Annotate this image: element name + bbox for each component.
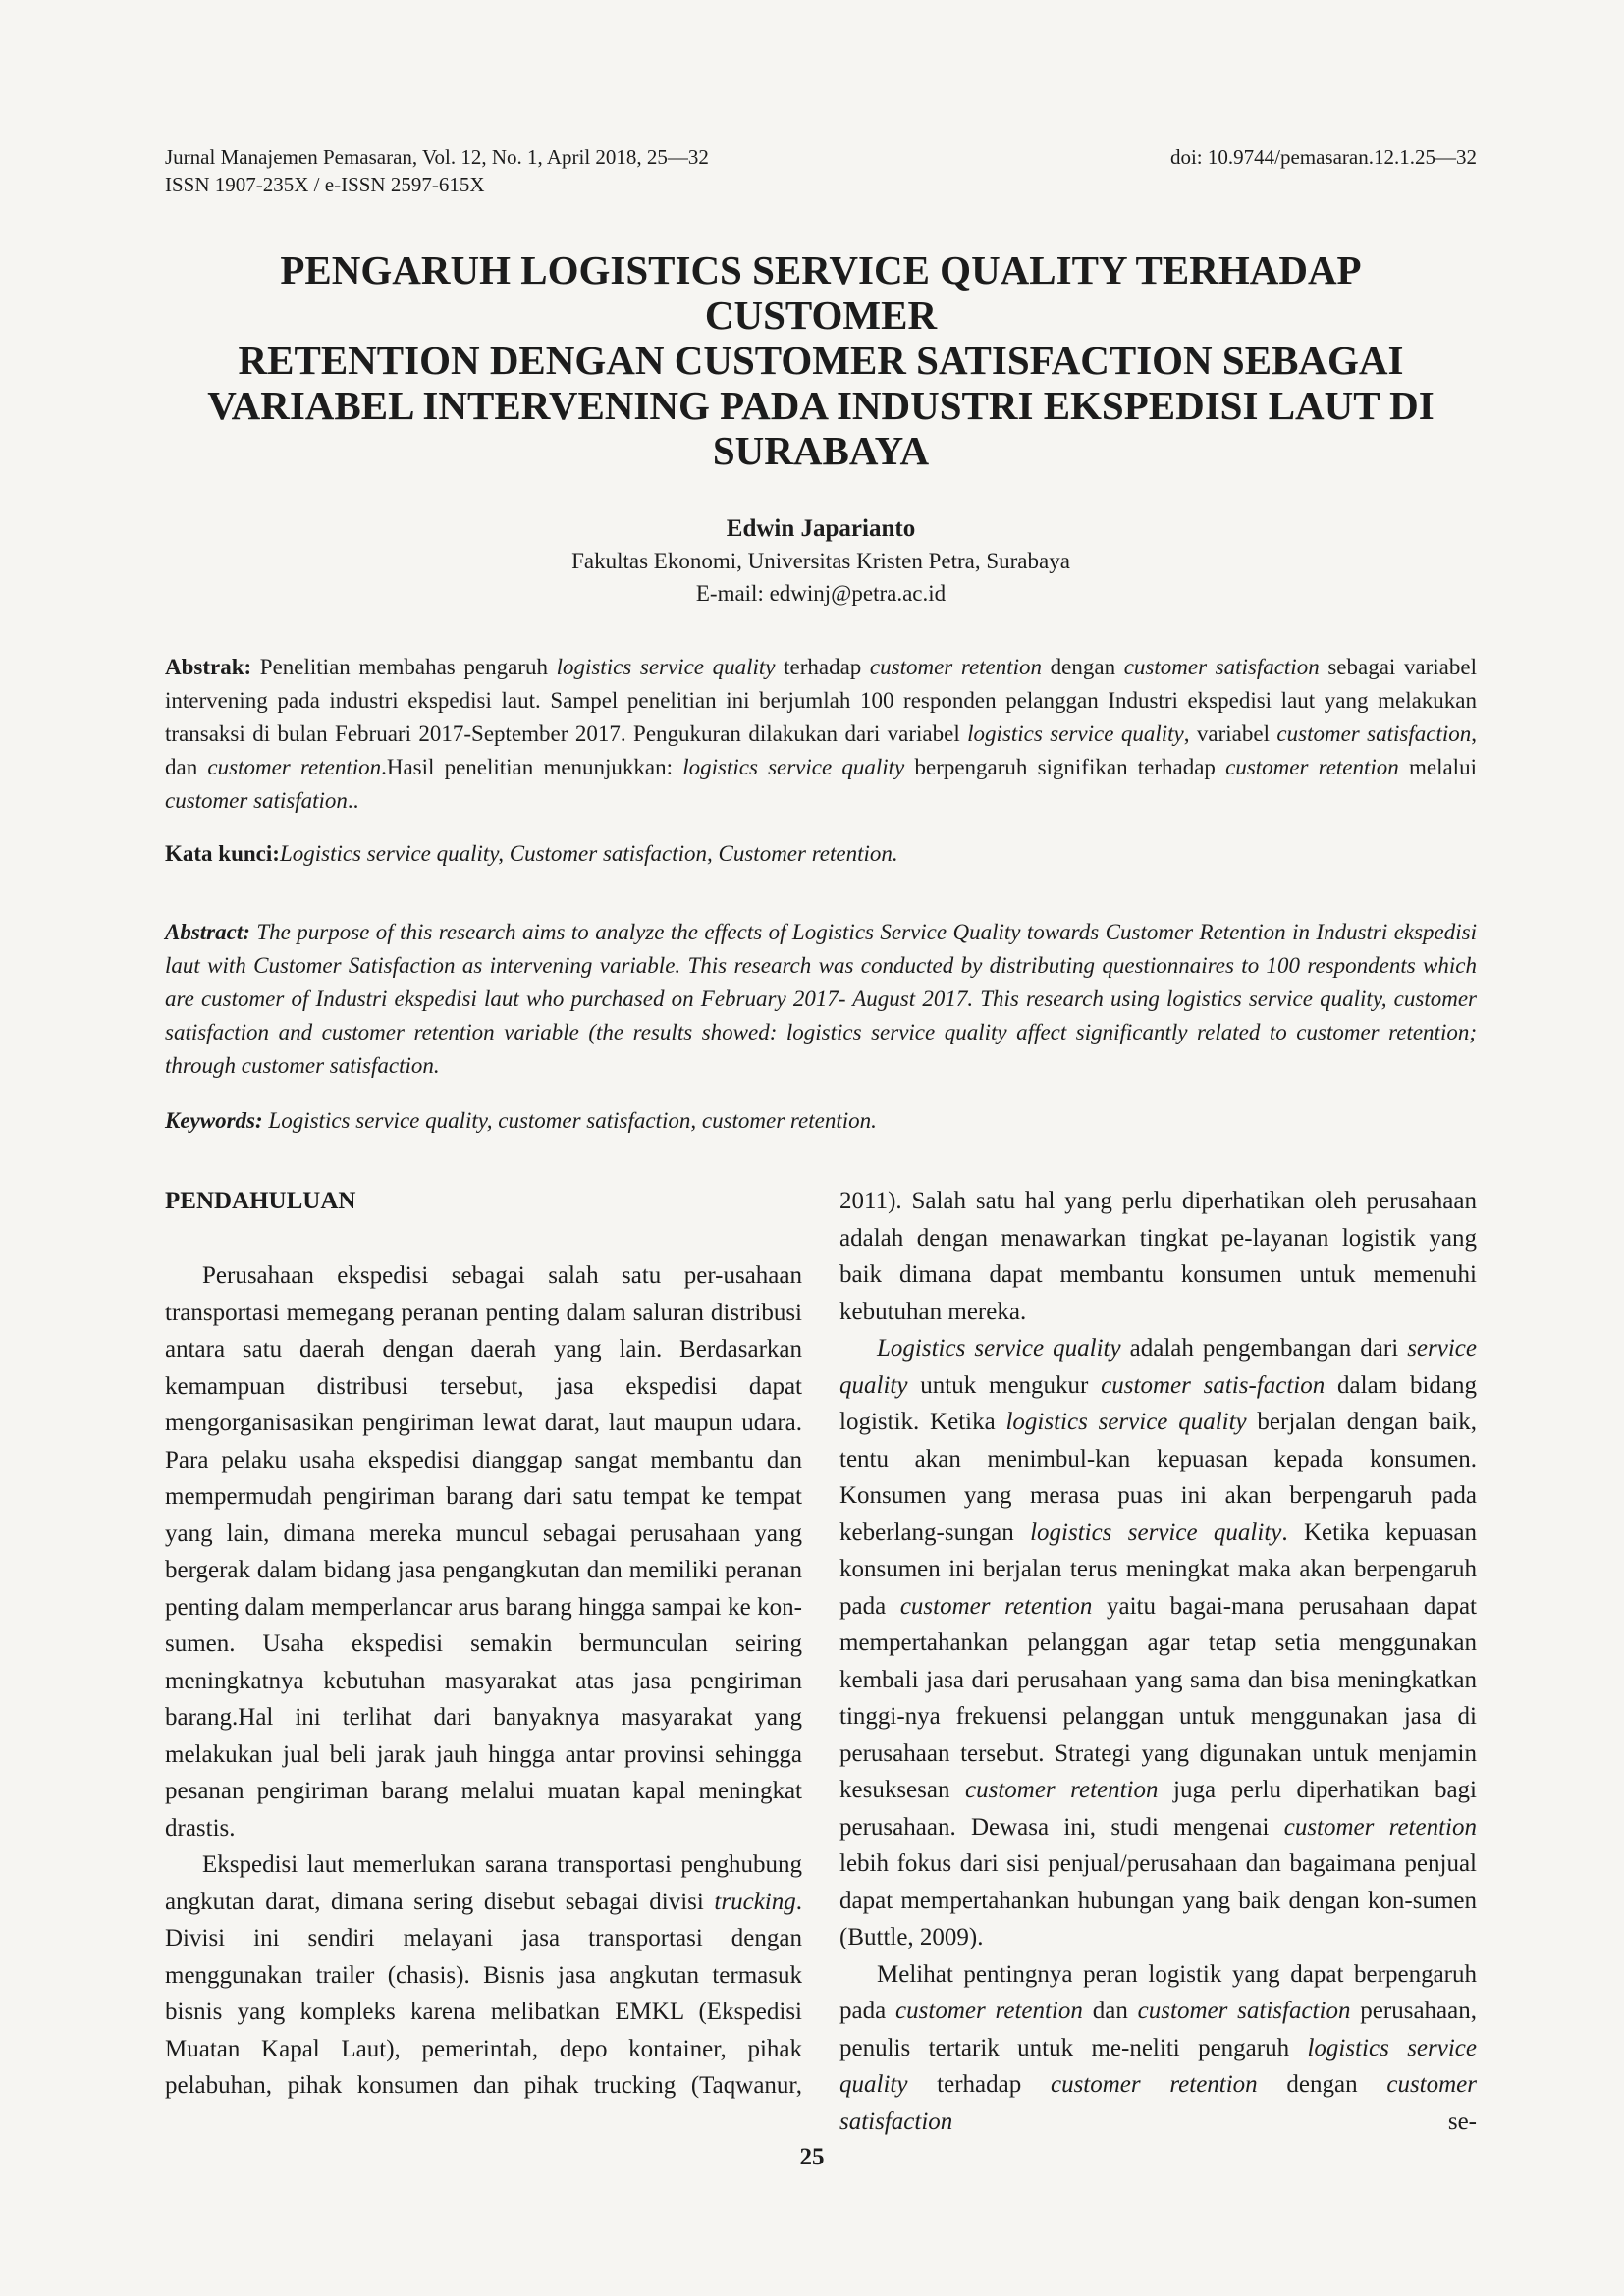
body-paragraph: Melihat pentingnya peran logistik yang dapat berpengaruh pada customer retention dan customer satisfaction perusahaan, penulis tertarik untuk me-neliti pengaruh logistics service quality terhadap customer retention dengan customer satisfaction se-	[839, 1960, 1477, 2135]
article-title-line: VARIABEL INTERVENING PADA INDUSTRI EKSPEDISI LAUT DI	[207, 383, 1435, 428]
page-number: 25	[799, 2144, 825, 2170]
journal-info	[165, 143, 709, 198]
article-title-line: PENGARUH LOGISTICS SERVICE QUALITY TERHADAP CUSTOMER	[280, 247, 1362, 338]
right-column	[839, 1183, 1477, 2140]
left-column	[165, 1183, 802, 2140]
journal-issn: ISSN 1907-235X / e-ISSN 2597-615X	[165, 173, 485, 196]
section-heading-pendahuluan: PENDAHULUAN	[165, 1188, 356, 1214]
author-affiliation: Fakultas Ekonomi, Universitas Kristen Petra, Surabaya	[571, 549, 1070, 573]
body-paragraph: Logistics service quality adalah pengembangan dari service quality untuk mengukur customer satis-faction dalam bidang logistik. Ketika logistics service quality berjalan dengan baik, tentu akan menimbul-kan kepuasan kepada konsumen. Konsumen yang merasa puas ini akan berpengaruh pada keberlang-sungan logistics service quality. Ketika kepuasan konsumen ini berjalan terus meningkat maka akan berpengaruh pada customer retention yaitu bagai-mana perusahaan dapat mempertahankan pelanggan agar tetap setia menggunakan kembali jasa dari perusahaan yang sama dan bisa meningkatkan tinggi-nya frekuensi pelanggan untuk menggunakan jasa di perusahaan tersebut. Strategi yang digunakan untuk menjamin kesuksesan customer retention juga perlu diperhatikan bagi perusahaan. Dewasa ini, studi mengenai customer retention lebih fokus dari sisi penjual/perusahaan dan bagaimana penjual dapat mempertahankan hubungan yang baik dengan kon-sumen (Buttle, 2009).	[839, 1335, 1478, 1950]
body-columns	[165, 1183, 1477, 2140]
abstrak-paragraph: Abstrak: Penelitian membahas pengaruh logistics service quality terhadap customer retention dengan customer satisfaction sebagai variabel intervening pada industri ekspedisi laut. Sampel penelitian ini berjumlah 100 responden pelanggan Industri ekspedisi laut yang melakukan transaksi di bulan Februari 2017-September 2017. Pengukuran dilakukan dari variabel logistics service quality, variabel customer satisfaction, dan customer retention.Hasil penelitian menunjukkan: logistics service quality berpengaruh signifikan terhadap customer retention melalui customer satisfation..	[165, 655, 1477, 813]
article-title-line: SURABAYA	[712, 428, 930, 473]
author-email: E-mail: edwinj@petra.ac.id	[695, 581, 947, 606]
author-name: Edwin Japarianto	[726, 515, 916, 542]
body-paragraph: Perusahaan ekspedisi sebagai salah satu per-usahaan transportasi memegang peranan penting dalam saluran distribusi antara satu daerah dengan daerah yang lain. Berdasarkan kemampuan distribusi tersebut, jasa ekspedisi dapat mengorganisasikan pengiriman lewat darat, laut maupun udara. Para pelaku usaha ekspedisi dianggap sangat membantu dan mempermudah pengiriman barang dari satu tempat ke tempat yang lain, dimana mereka muncul sebagai perusahaan yang bergerak dalam bidang jasa pengangkutan dan memiliki peranan penting dalam memperlancar arus barang hingga sampai ke kon-sumen. Usaha ekspedisi semakin bermunculan seiring meningkatnya kebutuhan masyarakat atas jasa pengiriman barang.Hal ini terlihat dari banyaknya masyarakat yang melakukan jual beli jarak jauh hingga antar provinsi sehingga pesanan pengiriman barang melalui muatan kapal meningkat drastis.	[165, 1262, 802, 1842]
abstract-paragraph: Abstract: The purpose of this research aims to analyze the effects of Logistics Service Quality towards Customer Retention in Industri ekspedisi laut with Customer Satisfaction as intervening variable. This research was conducted by distributing questionnaires to 100 respondents which are customer of Industri ekspedisi laut who purchased on February 2017- August 2017. This research using logistics service quality, customer satisfaction and customer retention variable (the results showed: logistics service quality affect significantly related to customer retention; through customer satisfaction.	[165, 920, 1477, 1078]
keywords-line: Keywords: Logistics service quality, customer satisfaction, customer retention.	[165, 1108, 877, 1133]
body-paragraph: 2011). Salah satu hal yang perlu diperhatikan oleh perusahaan adalah dengan menawarkan tingkat pe-layanan logistik yang baik dimana dapat membantu konsumen untuk memenuhi kebutuhan mereka.	[839, 1188, 1477, 1325]
journal-citation: Jurnal Manajemen Pemasaran, Vol. 12, No. 1, April 2018, 25—32	[165, 145, 709, 169]
article-title-line: RETENTION DENGAN CUSTOMER SATISFACTION SEBAGAI	[238, 338, 1404, 383]
doi-text: doi: 10.9744/pemasaran.12.1.25—32	[1169, 145, 1477, 169]
page-header	[165, 143, 1477, 198]
kata-kunci-line: Kata kunci:Logistics service quality, Customer satisfaction, Customer retention.	[165, 841, 898, 866]
author-block	[165, 512, 1477, 610]
article-title	[165, 247, 1477, 473]
body-paragraph: Ekspedisi laut memerlukan sarana transportasi penghubung angkutan darat, dimana sering disebut sebagai divisi trucking. Divisi ini sendiri melayani jasa transportasi dengan menggunakan trailer (chasis). Bisnis jasa angkutan termasuk bisnis yang kompleks karena melibatkan EMKL (Ekspedisi Muatan Kapal Laut), pemerintah, depo kontainer, pihak pelabuhan, pihak konsumen dan pihak trucking (Taqwanur,	[165, 1851, 802, 2099]
